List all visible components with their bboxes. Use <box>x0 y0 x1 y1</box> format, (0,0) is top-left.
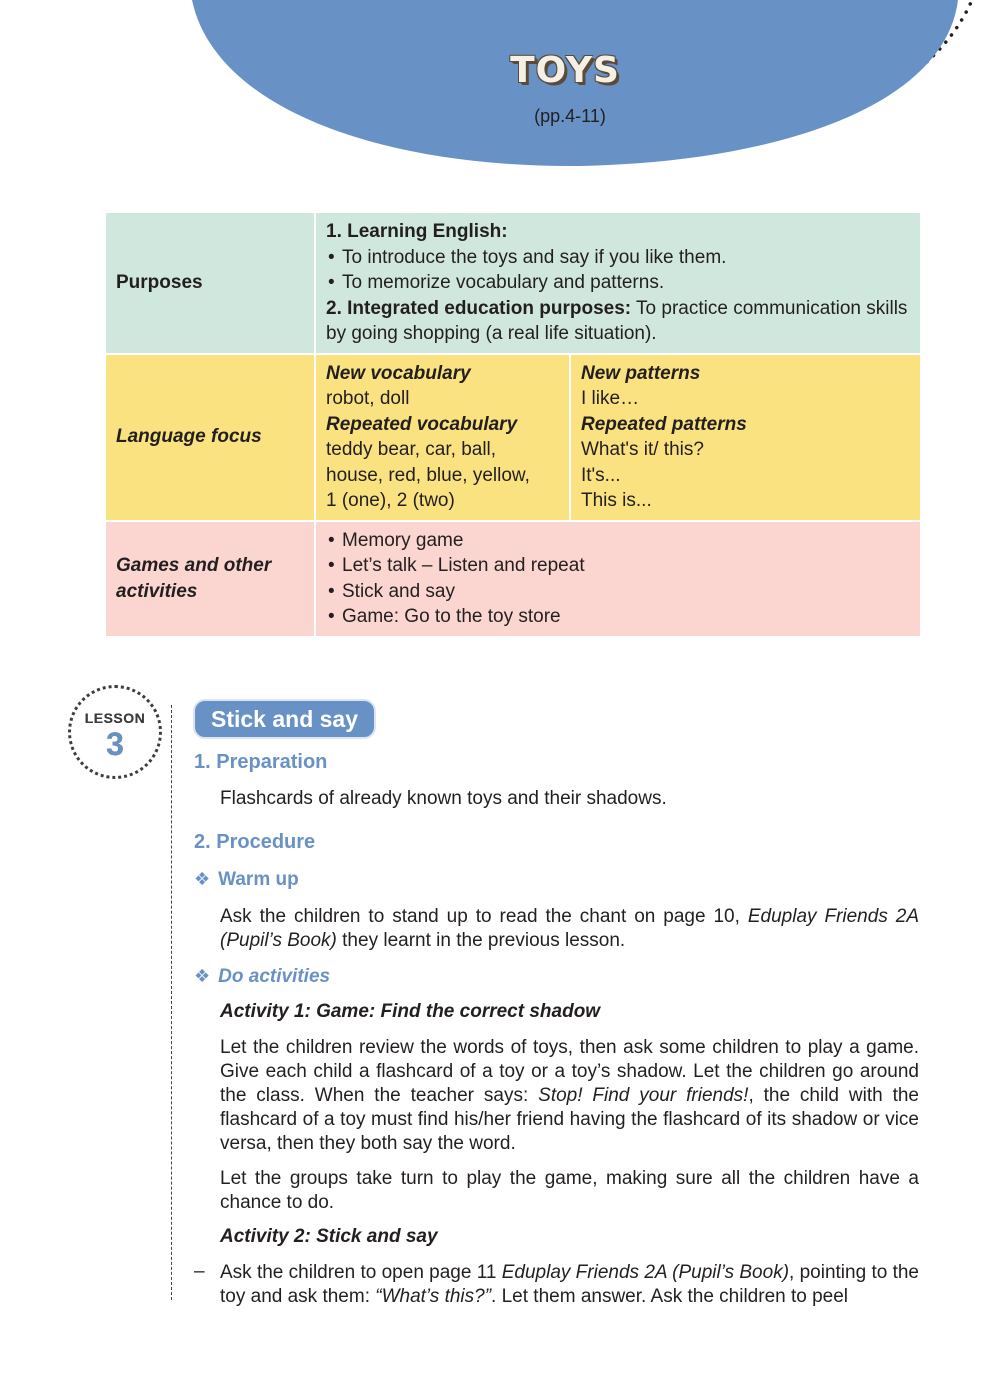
lesson-divider-line <box>171 705 172 1300</box>
purposes-bullets <box>326 245 910 296</box>
lesson-word: LESSON <box>84 710 146 726</box>
procedure-heading: 2. Procedure <box>194 831 316 853</box>
activity2-text-e: . Let them answer. Ask the children to peel <box>491 1286 849 1307</box>
purposes-heading-2: 2. Integrated education purposes: <box>326 297 632 319</box>
unit-title: TOYS <box>510 50 620 91</box>
do-activities-heading-row <box>194 966 330 988</box>
games-label-text: Games and other activities <box>116 555 272 602</box>
purposes-label: Purposes <box>105 212 315 354</box>
rep-vocab-line: teddy bear, car, ball, <box>326 439 497 460</box>
rep-vocab-heading: Repeated vocabulary <box>326 413 518 435</box>
activity1-paragraph-2: Let the groups take turn to play the game, making sure all the children have a chance to do. <box>220 1168 919 1213</box>
games-item: • Stick and say <box>326 579 910 605</box>
header-blob <box>0 0 1000 200</box>
new-vocab: robot, doll <box>326 388 410 409</box>
activity1-title: Activity 1: Game: Find the correct shadow <box>220 1001 601 1022</box>
language-focus-row <box>105 354 921 521</box>
preparation-text: Flashcards of already known toys and their shadows. <box>220 788 667 809</box>
lesson-number: 3 <box>106 726 124 762</box>
warmup-heading: Warm up <box>218 869 299 890</box>
rep-vocab-line: house, red, blue, yellow, <box>326 464 530 486</box>
lesson-badge <box>68 685 162 779</box>
games-content <box>315 521 921 637</box>
language-focus-label <box>105 354 315 521</box>
games-item: • Memory game <box>326 528 910 554</box>
activity1-paragraph-1 <box>220 1036 919 1156</box>
warmup-book-title: Eduplay Friends 2A (Pupil’s Book) <box>220 906 919 951</box>
diamond-bullet-icon: ❖ <box>194 869 211 889</box>
purposes-integrated <box>326 296 910 347</box>
rep-vocab-line: 1 (one), 2 (two) <box>326 490 455 511</box>
purposes-bullet: • To memorize vocabulary and patterns. <box>326 270 910 296</box>
activity1-text-c: , the child with the flashcard of a toy must find his/her friend having the flashcard of its shadow or vice versa, then they both say the word. <box>220 1085 919 1154</box>
section-title-pill: Stick and say <box>193 699 376 739</box>
activity2-book-title: Eduplay Friends 2A (Pupil’s Book) <box>501 1262 790 1283</box>
rep-pat-line: This is... <box>581 490 652 511</box>
new-pat-heading: New patterns <box>581 362 701 384</box>
games-label <box>105 521 315 637</box>
activity2-question: “What’s this?” <box>375 1286 492 1307</box>
purposes-bullet: • To introduce the toys and say if you like them. <box>326 245 910 271</box>
new-vocab-heading: New vocabulary <box>326 362 471 384</box>
warmup-text-c: they learnt in the previous lesson. <box>336 930 626 951</box>
purposes-integrated-text: To practice communication skills by going shopping (a real life situation). <box>326 297 908 344</box>
diamond-bullet-icon: ❖ <box>194 966 211 986</box>
vocabulary-cell <box>315 354 570 521</box>
warmup-text-a: Ask the children to stand up to read the chant on page 10, <box>220 906 748 927</box>
patterns-cell <box>570 354 921 521</box>
games-list <box>326 528 910 630</box>
rep-pat-line: What's it/ this? <box>581 439 704 460</box>
language-focus-label-text: Language focus <box>116 426 262 448</box>
games-item: • Let’s talk – Listen and repeat <box>326 553 910 579</box>
warmup-heading-row <box>194 869 299 891</box>
activity2-text-c: , pointing to the toy and ask them: <box>220 1262 919 1307</box>
activity1-text-a: Let the children review the words of toys, then ask some children to play a game. Give each child a flashcard of a toy or a toy’s shadow. Let the children go around the class. When the teacher says: <box>220 1037 919 1106</box>
games-item: • Game: Go to the toy store <box>326 604 910 630</box>
activity2-text <box>220 1261 919 1309</box>
purposes-heading-1: 1. Learning English: <box>326 221 508 242</box>
rep-pat-heading: Repeated patterns <box>581 413 747 435</box>
do-activities-heading: Do activities <box>218 966 331 987</box>
purposes-row <box>105 212 921 354</box>
warmup-text <box>220 905 919 953</box>
activity2-text-a: Ask the children to open page 11 <box>220 1262 502 1283</box>
activity2-title: Activity 2: Stick and say <box>220 1226 438 1247</box>
activity2-dash: – <box>194 1261 205 1282</box>
rep-pat-line: It's... <box>581 464 621 486</box>
activity1-quote: Stop! Find your friends! <box>538 1085 749 1106</box>
unit-overview-table <box>104 211 922 638</box>
page-range: (pp.4-11) <box>534 106 606 126</box>
preparation-heading: 1. Preparation <box>194 751 328 773</box>
games-row <box>105 521 921 637</box>
purposes-content <box>315 212 921 354</box>
new-pat: I like… <box>581 388 640 409</box>
